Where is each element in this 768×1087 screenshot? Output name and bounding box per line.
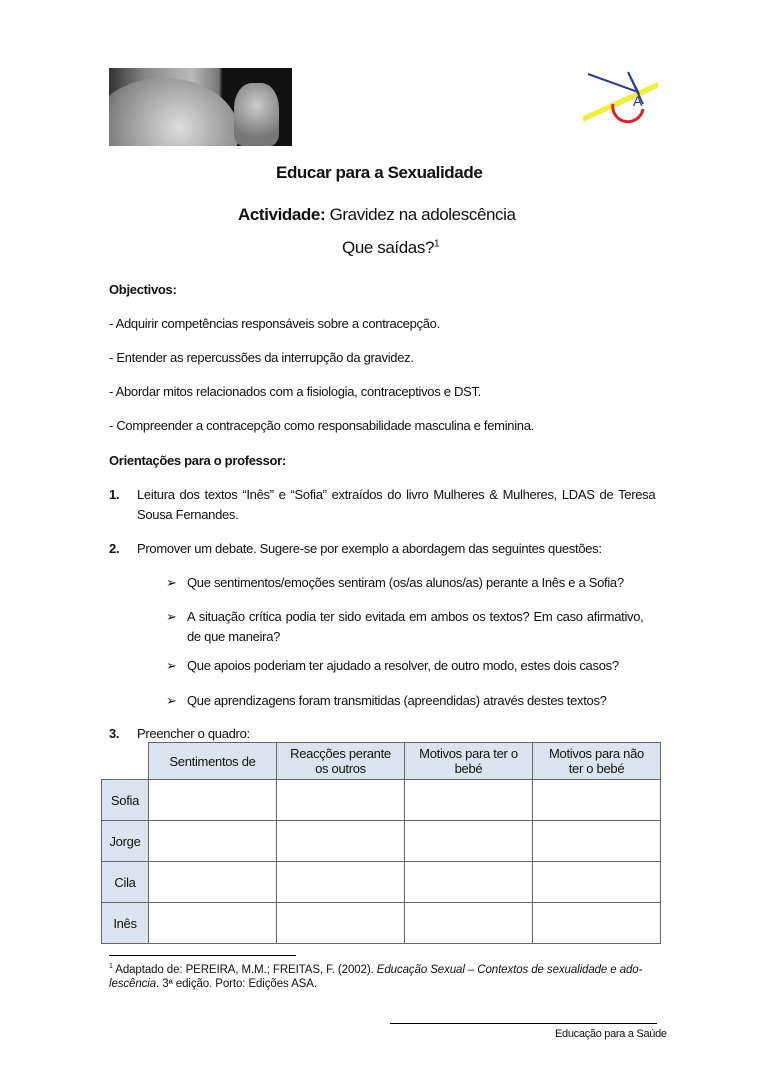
objective-item: - Adquirir competências responsáveis sobre a contracepção. [109, 316, 440, 331]
row-label: Jorge [102, 821, 149, 862]
guideline-text: Preencher o quadro: [137, 726, 250, 741]
objectives-heading: Objectivos: [109, 282, 177, 297]
table-cell[interactable] [149, 821, 277, 862]
item-number: 3. [109, 726, 120, 741]
table-cell[interactable] [149, 780, 277, 821]
question-text: de que maneira? [187, 629, 281, 644]
table-cell[interactable] [277, 780, 405, 821]
table-cell[interactable] [277, 821, 405, 862]
table-cell[interactable] [533, 862, 661, 903]
arrow-bullet-icon: ➢ [166, 575, 177, 590]
svg-text:A: A [633, 93, 643, 109]
fill-in-table [101, 742, 661, 944]
table-cell[interactable] [277, 903, 405, 944]
table-cell[interactable] [533, 821, 661, 862]
column-header: Motivos para não ter o bebé [533, 743, 661, 780]
pregnancy-photo [109, 68, 292, 146]
row-label: Cila [102, 862, 149, 903]
table-cell[interactable] [405, 903, 533, 944]
footnote-line-1: $^1$ Adaptado de: PEREIRA, M.M.; FREITAS, F. (2002). Educação Sexual – Contextos de sexualidade e ado- [109, 963, 643, 976]
activity-label: Actividade: [238, 205, 326, 224]
table-cell[interactable] [405, 780, 533, 821]
objective-item: - Compreender a contracepção como responsabilidade masculina e feminina. [109, 418, 534, 433]
objective-item: - Abordar mitos relacionados com a fisiologia, contraceptivos e DST. [109, 384, 481, 399]
table-row [102, 862, 661, 903]
footnote-ref: 1 [434, 238, 440, 250]
table-cell[interactable] [149, 903, 277, 944]
footnote-line-2: lescência. 3ª edição. Porto: Edições ASA. [109, 978, 317, 990]
item-number: 2. [109, 541, 120, 556]
table-row [102, 821, 661, 862]
question-text: Que sentimentos/emoções sentiram (os/as alunos/as) perante a Inês e a Sofia? [187, 575, 624, 590]
question-text: Que aprendizagens foram transmitidas (apreendidas) através destes textos? [187, 693, 607, 708]
activity-value: Gravidez na adolescência [329, 205, 516, 224]
table-cell[interactable] [277, 862, 405, 903]
school-logo [583, 64, 658, 124]
subtitle-text: Que saídas? [342, 238, 434, 257]
guideline-text: Leitura dos textos “Inês” e “Sofia” extraídos do livro Mulheres & Mulheres, LDAS de Teresa [137, 487, 656, 502]
row-label: Inês [102, 903, 149, 944]
empty-corner [102, 743, 149, 780]
column-header: Reacções perante os outros [277, 743, 405, 780]
footer-text: Educação para a Saúde [555, 1028, 667, 1040]
footnote-divider [109, 955, 296, 956]
guideline-text: Promover um debate. Sugere-se por exemplo a abordagem das seguintes questões: [137, 541, 602, 556]
objective-item: - Entender as repercussões da interrupção da gravidez. [109, 350, 414, 365]
table-cell[interactable] [533, 903, 661, 944]
subtitle [342, 238, 439, 258]
column-header: Motivos para ter o bebé [405, 743, 533, 780]
table-cell[interactable] [405, 821, 533, 862]
activity-line [238, 205, 516, 225]
table-row [102, 903, 661, 944]
table-cell[interactable] [149, 862, 277, 903]
guidelines-heading: Orientações para o professor: [109, 453, 286, 468]
column-header: Sentimentos de [149, 743, 277, 780]
footer-rule [390, 1023, 657, 1024]
table-cell[interactable] [533, 780, 661, 821]
arrow-bullet-icon: ➢ [166, 693, 177, 708]
table-cell[interactable] [405, 862, 533, 903]
item-number: 1. [109, 487, 120, 502]
document-title: Educar para a Sexualidade [276, 163, 483, 182]
arrow-bullet-icon: ➢ [166, 609, 177, 624]
guideline-text: Sousa Fernandes. [137, 507, 239, 522]
arrow-bullet-icon: ➢ [166, 658, 177, 673]
question-text: Que apoios poderiam ter ajudado a resolver, de outro modo, estes dois casos? [187, 658, 619, 673]
row-label: Sofia [102, 780, 149, 821]
question-text: A situação crítica podia ter sido evitada em ambos os textos? Em caso afirmativo, [187, 609, 644, 624]
table-row [102, 780, 661, 821]
